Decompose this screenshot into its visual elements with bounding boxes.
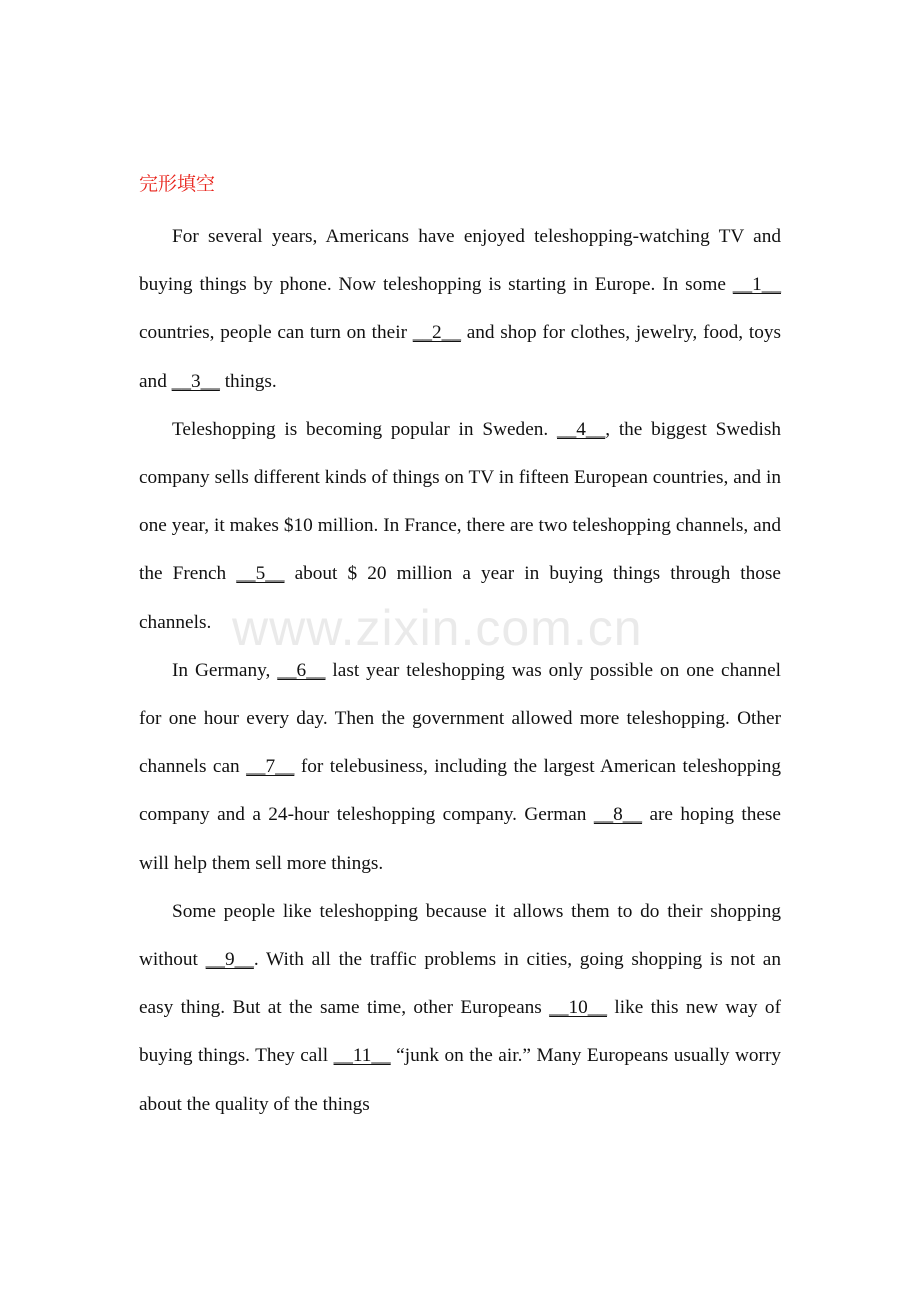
answer-blank: __1__	[732, 274, 781, 296]
answer-blank: __7__	[246, 756, 295, 778]
passage-text: things.	[219, 370, 277, 392]
answer-blank: __6__	[277, 659, 326, 681]
passage-text: for telebusiness, including the largest American teleshopping company and a 24-hour teleshopping company. German	[139, 756, 782, 826]
paragraph-3	[139, 647, 781, 888]
passage-text: last year teleshopping was only possible on one channel for one hour every day. Then the government allowed more teleshopping. Other channels can	[139, 659, 781, 778]
answer-blank: __3__	[171, 370, 220, 392]
passage-text: like this new way of buying things. They call	[139, 997, 781, 1067]
passage-text: In Germany,	[172, 659, 278, 681]
section-heading: 完形填空	[139, 173, 216, 195]
answer-blank: __11__	[333, 1045, 391, 1067]
passage-text: For several years, Americans have enjoyed teleshopping-watching TV and buying things by phone. Now teleshopping is starting in Europe. In some	[139, 226, 781, 296]
passage-text: “junk on the air.” Many Europeans usually worry about the quality of the things	[139, 1045, 781, 1115]
passage-text: countries, people can turn on their	[139, 322, 413, 344]
answer-blank: __9__	[205, 949, 254, 971]
answer-blank: __5__	[236, 563, 285, 585]
passage	[139, 213, 781, 1129]
paragraph-2	[139, 406, 781, 647]
passage-text: about $ 20 million a year in buying things through those channels.	[139, 563, 781, 633]
passage-text: . With all the traffic problems in cities, going shopping is not an easy thing. But at the same time, other Europeans	[139, 949, 781, 1019]
answer-blank: __2__	[412, 322, 461, 344]
passage-text: Teleshopping is becoming popular in Sweden.	[172, 418, 557, 440]
passage-text: , the biggest Swedish company sells different kinds of things on TV in fifteen European countries, and in one year, it makes $10 million. In France, there are two teleshopping channels, and the French	[139, 418, 781, 585]
passage-text: Some people like teleshopping because it allows them to do their shopping without	[139, 900, 781, 971]
paragraph-4	[139, 888, 781, 1129]
passage-text: and shop for clothes, jewelry, food, toys and	[139, 322, 781, 392]
passage-text: are hoping these will help them sell more things.	[139, 804, 781, 874]
paragraph-1	[139, 213, 781, 406]
answer-blank: __8__	[593, 804, 643, 826]
answer-blank: __4__	[557, 418, 606, 440]
watermark: www.zixin.com.cn	[232, 600, 643, 656]
answer-blank: __10__	[549, 997, 608, 1019]
